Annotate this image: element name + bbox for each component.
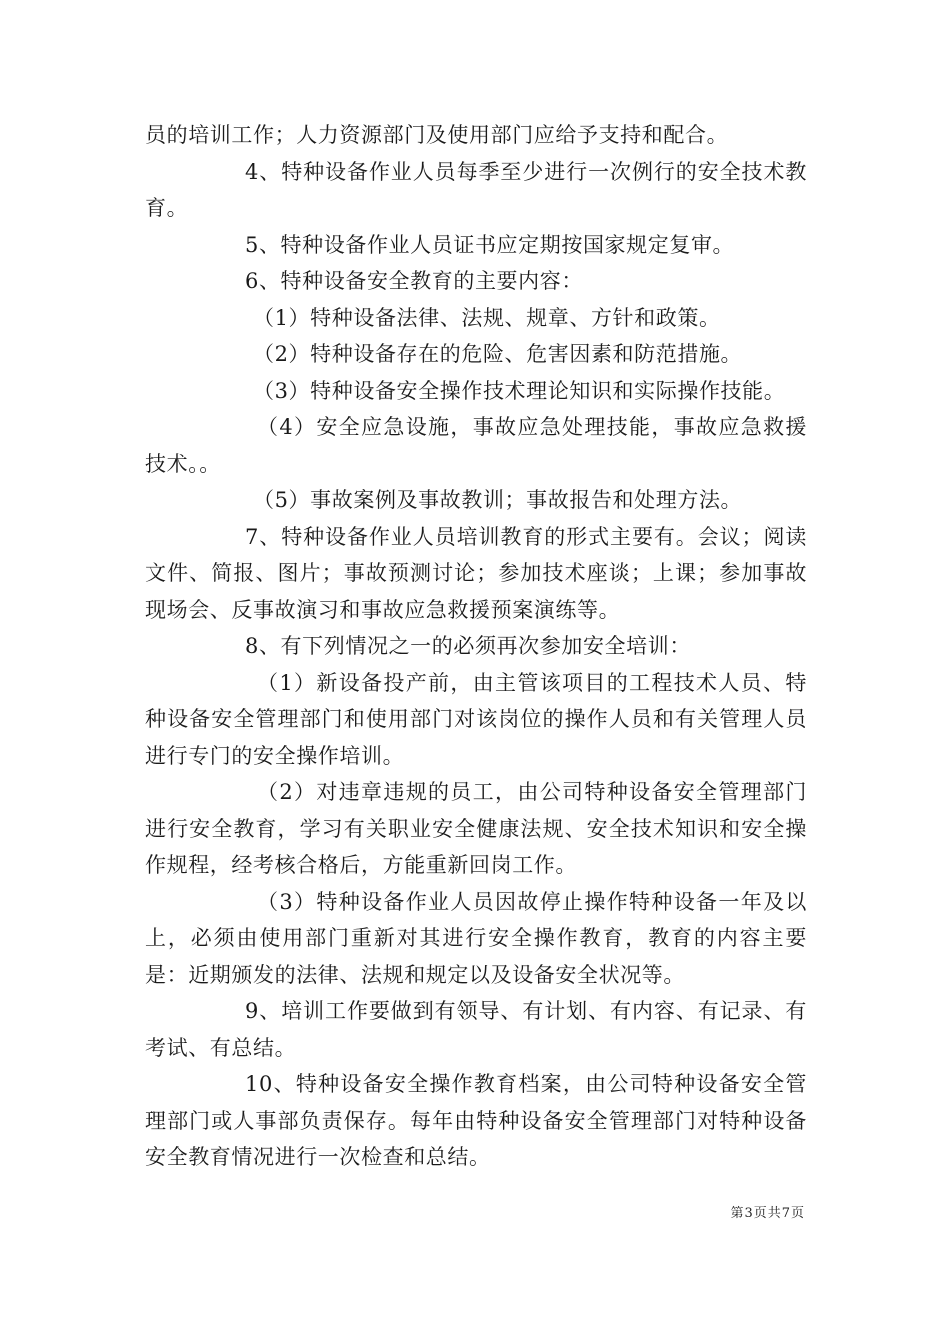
paragraph-item-5: 5、特种设备作业人员证书应定期按国家规定复审。: [245, 232, 735, 257]
subitem-8-2: （2）对违章违规的员工，由公司特种设备安全管理部门进行安全教育，学习有关职业安全健康法规、安全技术知识和安全操作规程，经考核合格后，方能重新回岗工作。: [145, 780, 807, 877]
paragraph-item-6: 6、特种设备安全教育的主要内容：: [245, 269, 583, 293]
paragraph-continuation: 员的培训工作；人力资源部门及使用部门应给予支持和配合。: [145, 123, 729, 147]
paragraph-item-8: 8、有下列情况之一的必须再次参加安全培训：: [245, 634, 691, 658]
subitem-8-1: （1）新设备投产前，由主管该项目的工程技术人员、特种设备安全管理部门和使用部门对该岗位的操作人员和有关管理人员进行专门的安全操作培训。: [145, 670, 807, 768]
paragraph-item-10: 10、特种设备安全操作教育档案，由公司特种设备安全管理部门或人事部负责保存。每年由特种设备安全管理部门对特种设备安全教育情况进行一次检查和总结。: [145, 1072, 807, 1169]
subitem-8-3: （3）特种设备作业人员因故停止操作特种设备一年及以上，必须由使用部门重新对其进行安全操作教育，教育的内容主要是：近期颁发的法律、法规和规定以及设备安全状况等。: [145, 889, 807, 987]
paragraph-item-9: 9、培训工作要做到有领导、有计划、有内容、有记录、有考试、有总结。: [145, 999, 807, 1060]
subitem-6-2: （2）特种设备存在的危险、危害因素和防范措施。: [253, 342, 743, 366]
paragraph-item-7: 7、特种设备作业人员培训教育的形式主要有。会议；阅读文件、简报、图片；事故预测讨论；参加技术座谈；上课；参加事故现场会、反事故演习和事故应急救援预案演练等。: [145, 524, 807, 622]
subitem-6-1: （1）特种设备法律、法规、规章、方针和政策。: [253, 305, 721, 330]
subitem-6-3: （3）特种设备安全操作技术理论知识和实际操作技能。: [253, 378, 786, 403]
document-body: [145, 117, 807, 1176]
page-number-footer: 第3页共7页: [730, 1206, 805, 1221]
subitem-6-4: （4）安全应急设施，事故应急处理技能，事故应急救援技术。。: [145, 415, 807, 476]
paragraph-item-4: 4、特种设备作业人员每季至少进行一次例行的安全技术教育。: [145, 159, 807, 220]
subitem-6-5: （5）事故案例及事故教训；事故报告和处理方法。: [253, 488, 743, 512]
